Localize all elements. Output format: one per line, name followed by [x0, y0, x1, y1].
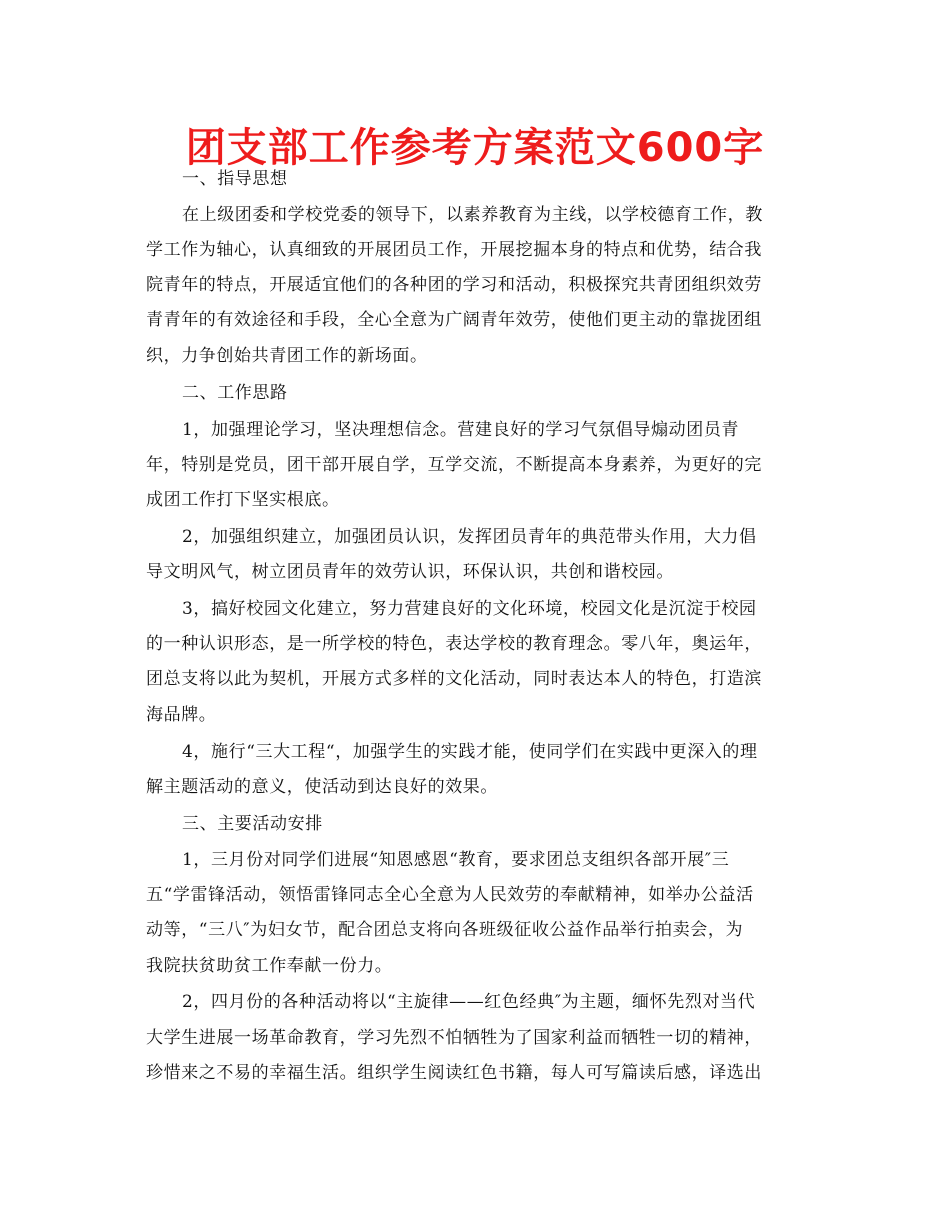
section-heading: 一、指导思想 [182, 169, 288, 189]
document-title: 团支部工作参考方案范文600字 [185, 125, 765, 171]
paragraph-line: 1，三月份对同学们进展“知恩感恩“教育，要求团总支组织各部开展″三 [182, 850, 730, 870]
paragraph-line: 导文明风气，树立团员青年的效劳认识，环保认识，共创和谐校园。 [146, 562, 674, 582]
section-heading: 二、工作思路 [182, 383, 288, 403]
paragraph-line: 在上级团委和学校党委的领导下，以素养教育为主线，以学校德育工作，教 [182, 205, 763, 225]
section-heading: 三、主要活动安排 [182, 814, 323, 834]
paragraph-line: 2，四月份的各种活动将以“主旋律——红色经典″为主题，缅怀先烈对当代 [182, 992, 756, 1012]
paragraph-line: 团总支将以此为契机，开展方式多样的文化活动，同时表达本人的特色，打造滨 [146, 669, 762, 689]
paragraph-line: 的一种认识形态，是一所学校的特色，表达学校的教育理念。零八年，奥运年， [146, 634, 762, 654]
paragraph-line: 院青年的特点，开展适宜他们的各种团的学习和活动，积极探究共青团组织效劳 [146, 275, 762, 295]
paragraph-line: 五“学雷锋活动，领悟雷锋同志全心全意为人民效劳的奉献精神，如举办公益活 [146, 885, 754, 905]
paragraph-line: 大学生进展一场革命教育，学习先烈不怕牺牲为了国家利益而牺牲一切的精神， [146, 1028, 762, 1048]
paragraph-line: 海品牌。 [146, 705, 217, 725]
paragraph-line: 1，加强理论学习，坚决理想信念。营建良好的学习气氛倡导煽动团员青 [182, 420, 740, 440]
paragraph-line: 解主题活动的意义，使活动到达良好的效果。 [146, 777, 498, 797]
paragraph-line: 4，施行“三大工程“，加强学生的实践才能，使同学们在实践中更深入的理 [182, 742, 758, 762]
paragraph-line: 年，特别是党员，团干部开展自学，互学交流，不断提高本身素养，为更好的完 [146, 455, 762, 475]
paragraph-line: 我院扶贫助贫工作奉献一份力。 [146, 956, 393, 976]
paragraph-line: 动等，“三八″为妇女节，配合团总支将向各班级征收公益作品举行拍卖会，为 [146, 920, 744, 940]
paragraph-line: 青青年的有效途径和手段，全心全意为广阔青年效劳，使他们更主动的靠拢团组 [146, 310, 762, 330]
paragraph-line: 织，力争创始共青团工作的新场面。 [146, 346, 428, 366]
paragraph-line: 3，搞好校园文化建立，努力营建良好的文化环境，校园文化是沉淀于校园 [182, 599, 757, 619]
paragraph-line: 珍惜来之不易的幸福生活。组织学生阅读红色书籍，每人可写篇读后感，译选出 [146, 1063, 762, 1083]
paragraph-line: 学工作为轴心，认真细致的开展团员工作，开展挖掘本身的特点和优势，结合我 [146, 240, 762, 260]
paragraph-line: 成团工作打下坚实根底。 [146, 490, 340, 510]
paragraph-line: 2，加强组织建立，加强团员认识，发挥团员青年的典范带头作用，大力倡 [182, 527, 757, 547]
